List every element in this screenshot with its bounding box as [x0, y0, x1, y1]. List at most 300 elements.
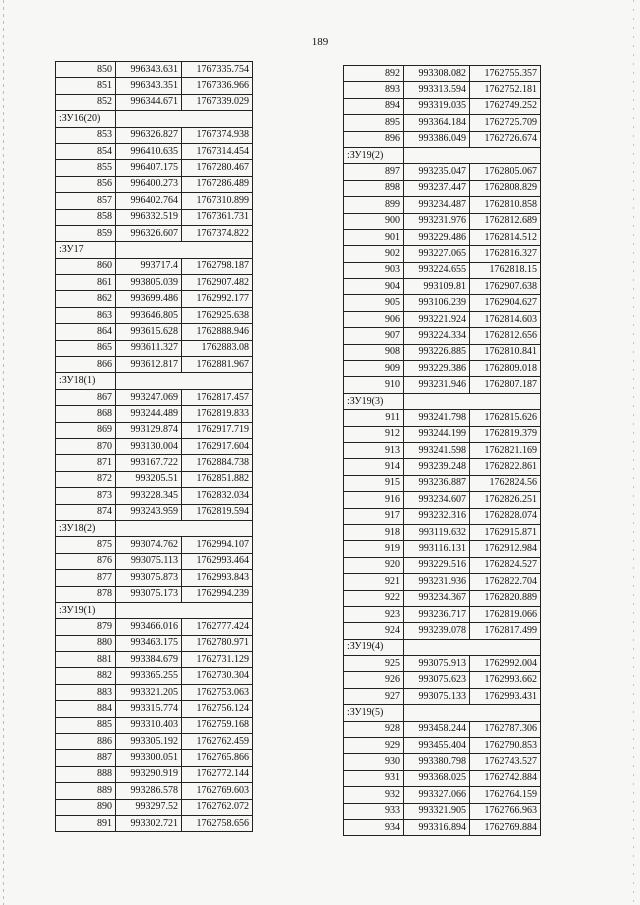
y-coordinate-cell: 1767314.454: [182, 143, 253, 159]
section-header-row: [56, 602, 253, 618]
y-coordinate-cell: 1762925.638: [182, 307, 253, 323]
section-label: :ЗУ17: [56, 242, 116, 258]
y-coordinate-cell: 1762814.512: [470, 229, 541, 245]
y-coordinate-cell: 1762915.871: [470, 524, 541, 540]
point-number-cell: 933: [344, 803, 404, 819]
point-number-cell: 860: [56, 258, 116, 274]
x-coordinate-cell: 993458.244: [404, 721, 470, 737]
y-coordinate-cell: 1762824.56: [470, 475, 541, 491]
table-row: [344, 410, 541, 426]
empty-cell: [116, 242, 253, 258]
y-coordinate-cell: 1762817.499: [470, 623, 541, 639]
section-header-row: [344, 393, 541, 409]
table-row: [344, 524, 541, 540]
y-coordinate-cell: 1762907.482: [182, 275, 253, 291]
point-number-cell: 878: [56, 586, 116, 602]
x-coordinate-cell: 993129.874: [116, 422, 182, 438]
y-coordinate-cell: 1762888.946: [182, 324, 253, 340]
point-number-cell: 923: [344, 606, 404, 622]
table-row: [56, 783, 253, 799]
point-number-cell: 927: [344, 688, 404, 704]
x-coordinate-cell: 993228.345: [116, 488, 182, 504]
y-coordinate-cell: 1762907.638: [470, 279, 541, 295]
section-header-row: [56, 242, 253, 258]
table-row: [56, 734, 253, 750]
table-row: [344, 541, 541, 557]
x-coordinate-cell: 996343.631: [116, 62, 182, 78]
y-coordinate-cell: 1762756.124: [182, 701, 253, 717]
point-number-cell: 897: [344, 164, 404, 180]
table-row: [56, 389, 253, 405]
y-coordinate-cell: 1762790.853: [470, 738, 541, 754]
table-row: [56, 209, 253, 225]
y-coordinate-cell: 1762993.464: [182, 553, 253, 569]
empty-cell: [116, 520, 253, 536]
x-coordinate-cell: 993241.598: [404, 442, 470, 458]
y-coordinate-cell: 1762726.674: [470, 131, 541, 147]
y-coordinate-cell: 1762817.457: [182, 389, 253, 405]
point-number-cell: 862: [56, 291, 116, 307]
y-coordinate-cell: 1762758.656: [182, 815, 253, 831]
point-number-cell: 884: [56, 701, 116, 717]
table-row: [56, 307, 253, 323]
point-number-cell: 859: [56, 225, 116, 241]
point-number-cell: 881: [56, 652, 116, 668]
point-number-cell: 932: [344, 787, 404, 803]
point-number-cell: 934: [344, 819, 404, 835]
section-label: :ЗУ19(1): [56, 602, 116, 618]
x-coordinate-cell: 993302.721: [116, 815, 182, 831]
point-number-cell: 891: [56, 815, 116, 831]
table-row: [56, 340, 253, 356]
table-row: [56, 684, 253, 700]
x-coordinate-cell: 993075.173: [116, 586, 182, 602]
point-number-cell: 874: [56, 504, 116, 520]
point-number-cell: 887: [56, 750, 116, 766]
y-coordinate-cell: 1762808.829: [470, 180, 541, 196]
table-row: [344, 197, 541, 213]
table-row: [56, 438, 253, 454]
point-number-cell: 857: [56, 193, 116, 209]
table-row: [56, 750, 253, 766]
table-row: [344, 131, 541, 147]
x-coordinate-cell: 993231.936: [404, 574, 470, 590]
y-coordinate-cell: 1762904.627: [470, 295, 541, 311]
point-number-cell: 930: [344, 754, 404, 770]
table-row: [344, 426, 541, 442]
point-number-cell: 899: [344, 197, 404, 213]
y-coordinate-cell: 1762749.252: [470, 98, 541, 114]
point-number-cell: 875: [56, 537, 116, 553]
point-number-cell: 861: [56, 275, 116, 291]
point-number-cell: 915: [344, 475, 404, 491]
section-label: :ЗУ19(5): [344, 705, 404, 721]
x-coordinate-cell: 993297.52: [116, 799, 182, 815]
point-number-cell: 892: [344, 66, 404, 82]
point-number-cell: 931: [344, 770, 404, 786]
point-number-cell: 900: [344, 213, 404, 229]
table-row: [344, 787, 541, 803]
y-coordinate-cell: 1767280.467: [182, 160, 253, 176]
y-coordinate-cell: 1762742.884: [470, 770, 541, 786]
y-coordinate-cell: 1762812.656: [470, 328, 541, 344]
point-number-cell: 869: [56, 422, 116, 438]
y-coordinate-cell: 1762777.424: [182, 619, 253, 635]
y-coordinate-cell: 1762731.129: [182, 652, 253, 668]
table-row: [344, 344, 541, 360]
x-coordinate-cell: 993290.919: [116, 766, 182, 782]
table-row: [56, 537, 253, 553]
point-number-cell: 902: [344, 246, 404, 262]
table-row: [56, 291, 253, 307]
section-header-row: [56, 373, 253, 389]
x-coordinate-cell: 993236.887: [404, 475, 470, 491]
y-coordinate-cell: 1762805.067: [470, 164, 541, 180]
section-header-row: [56, 520, 253, 536]
point-number-cell: 855: [56, 160, 116, 176]
y-coordinate-cell: 1762832.034: [182, 488, 253, 504]
empty-cell: [404, 393, 541, 409]
table-row: [344, 590, 541, 606]
table-row: [56, 619, 253, 635]
table-row: [56, 324, 253, 340]
x-coordinate-cell: 993167.722: [116, 455, 182, 471]
section-label: :ЗУ19(4): [344, 639, 404, 655]
point-number-cell: 898: [344, 180, 404, 196]
x-coordinate-cell: 993386.049: [404, 131, 470, 147]
empty-cell: [116, 602, 253, 618]
table-row: [56, 815, 253, 831]
y-coordinate-cell: 1767286.489: [182, 176, 253, 192]
page-number: 189: [311, 36, 329, 48]
x-coordinate-cell: 993241.798: [404, 410, 470, 426]
point-number-cell: 856: [56, 176, 116, 192]
table-row: [56, 635, 253, 651]
table-row: [56, 701, 253, 717]
point-number-cell: 929: [344, 738, 404, 754]
section-label: :ЗУ19(2): [344, 147, 404, 163]
table-row: [344, 492, 541, 508]
table-row: [56, 143, 253, 159]
x-coordinate-cell: 996344.671: [116, 94, 182, 110]
table-row: [56, 62, 253, 78]
table-row: [344, 803, 541, 819]
x-coordinate-cell: 993310.403: [116, 717, 182, 733]
y-coordinate-cell: 1762883.08: [182, 340, 253, 356]
x-coordinate-cell: 993229.516: [404, 557, 470, 573]
point-number-cell: 911: [344, 410, 404, 426]
table-row: [56, 127, 253, 143]
y-coordinate-cell: 1762762.072: [182, 799, 253, 815]
x-coordinate-cell: 993466.016: [116, 619, 182, 635]
x-coordinate-cell: 993221.924: [404, 311, 470, 327]
point-number-cell: 852: [56, 94, 116, 110]
table-row: [344, 66, 541, 82]
x-coordinate-cell: 993699.486: [116, 291, 182, 307]
scan-edge-left: [3, 0, 4, 905]
point-number-cell: 885: [56, 717, 116, 733]
table-row: [344, 328, 541, 344]
y-coordinate-cell: 1762766.963: [470, 803, 541, 819]
table-row: [344, 475, 541, 491]
table-row: [344, 574, 541, 590]
scan-edge-right: [633, 0, 634, 905]
y-coordinate-cell: 1762769.884: [470, 819, 541, 835]
y-coordinate-cell: 1762818.15: [470, 262, 541, 278]
y-coordinate-cell: 1762809.018: [470, 361, 541, 377]
x-coordinate-cell: 993237.447: [404, 180, 470, 196]
y-coordinate-cell: 1762787.306: [470, 721, 541, 737]
point-number-cell: 896: [344, 131, 404, 147]
coordinates-table-left: [55, 61, 253, 832]
y-coordinate-cell: 1767335.754: [182, 62, 253, 78]
point-number-cell: 926: [344, 672, 404, 688]
point-number-cell: 914: [344, 459, 404, 475]
point-number-cell: 905: [344, 295, 404, 311]
table-row: [56, 553, 253, 569]
point-number-cell: 889: [56, 783, 116, 799]
table-row: [344, 229, 541, 245]
point-number-cell: 904: [344, 279, 404, 295]
point-number-cell: 925: [344, 656, 404, 672]
y-coordinate-cell: 1762917.604: [182, 438, 253, 454]
point-number-cell: 886: [56, 734, 116, 750]
x-coordinate-cell: 993365.255: [116, 668, 182, 684]
y-coordinate-cell: 1762810.841: [470, 344, 541, 360]
x-coordinate-cell: 993364.184: [404, 115, 470, 131]
coordinates-table-right: [343, 65, 541, 836]
x-coordinate-cell: 993615.628: [116, 324, 182, 340]
x-coordinate-cell: 993286.578: [116, 783, 182, 799]
x-coordinate-cell: 993239.248: [404, 459, 470, 475]
x-coordinate-cell: 993300.051: [116, 750, 182, 766]
point-number-cell: 909: [344, 361, 404, 377]
point-number-cell: 850: [56, 62, 116, 78]
x-coordinate-cell: 993463.175: [116, 635, 182, 651]
table-row: [344, 754, 541, 770]
y-coordinate-cell: 1762822.861: [470, 459, 541, 475]
x-coordinate-cell: 993319.035: [404, 98, 470, 114]
point-number-cell: 858: [56, 209, 116, 225]
x-coordinate-cell: 993226.885: [404, 344, 470, 360]
table-row: [56, 193, 253, 209]
x-coordinate-cell: 993717.4: [116, 258, 182, 274]
x-coordinate-cell: 993611.327: [116, 340, 182, 356]
point-number-cell: 918: [344, 524, 404, 540]
table-row: [344, 82, 541, 98]
y-coordinate-cell: 1762725.709: [470, 115, 541, 131]
section-label: :ЗУ19(3): [344, 393, 404, 409]
point-number-cell: 895: [344, 115, 404, 131]
x-coordinate-cell: 993075.873: [116, 570, 182, 586]
point-number-cell: 872: [56, 471, 116, 487]
x-coordinate-cell: 993316.894: [404, 819, 470, 835]
point-number-cell: 919: [344, 541, 404, 557]
table-row: [344, 442, 541, 458]
table-row: [344, 688, 541, 704]
table-row: [56, 799, 253, 815]
x-coordinate-cell: 996402.764: [116, 193, 182, 209]
point-number-cell: 864: [56, 324, 116, 340]
point-number-cell: 908: [344, 344, 404, 360]
x-coordinate-cell: 993075.113: [116, 553, 182, 569]
point-number-cell: 870: [56, 438, 116, 454]
y-coordinate-cell: 1762764.159: [470, 787, 541, 803]
table-row: [56, 471, 253, 487]
y-coordinate-cell: 1762816.327: [470, 246, 541, 262]
point-number-cell: 888: [56, 766, 116, 782]
empty-cell: [404, 639, 541, 655]
point-number-cell: 922: [344, 590, 404, 606]
x-coordinate-cell: 993229.486: [404, 229, 470, 245]
table-row: [56, 766, 253, 782]
table-row: [344, 508, 541, 524]
point-number-cell: 912: [344, 426, 404, 442]
y-coordinate-cell: 1762912.984: [470, 541, 541, 557]
x-coordinate-cell: 993612.817: [116, 357, 182, 373]
table-row: [56, 258, 253, 274]
point-number-cell: 868: [56, 406, 116, 422]
y-coordinate-cell: 1762798.187: [182, 258, 253, 274]
x-coordinate-cell: 993224.334: [404, 328, 470, 344]
x-coordinate-cell: 993109.81: [404, 279, 470, 295]
point-number-cell: 851: [56, 78, 116, 94]
table-row: [344, 672, 541, 688]
y-coordinate-cell: 1762752.181: [470, 82, 541, 98]
y-coordinate-cell: 1762819.066: [470, 606, 541, 622]
x-coordinate-cell: 996410.635: [116, 143, 182, 159]
y-coordinate-cell: 1762826.251: [470, 492, 541, 508]
point-number-cell: 853: [56, 127, 116, 143]
table-row: [56, 422, 253, 438]
point-number-cell: 913: [344, 442, 404, 458]
x-coordinate-cell: 993455.404: [404, 738, 470, 754]
table-row: [56, 406, 253, 422]
table-row: [56, 160, 253, 176]
x-coordinate-cell: 993244.199: [404, 426, 470, 442]
section-label: :ЗУ18(1): [56, 373, 116, 389]
table-row: [344, 98, 541, 114]
table-row: [344, 377, 541, 393]
y-coordinate-cell: 1762824.527: [470, 557, 541, 573]
x-coordinate-cell: 996332.519: [116, 209, 182, 225]
x-coordinate-cell: 993234.607: [404, 492, 470, 508]
y-coordinate-cell: 1762994.107: [182, 537, 253, 553]
y-coordinate-cell: 1762730.304: [182, 668, 253, 684]
y-coordinate-cell: 1762810.858: [470, 197, 541, 213]
empty-cell: [404, 705, 541, 721]
table-row: [56, 94, 253, 110]
x-coordinate-cell: 996343.351: [116, 78, 182, 94]
y-coordinate-cell: 1762820.889: [470, 590, 541, 606]
y-coordinate-cell: 1762812.689: [470, 213, 541, 229]
y-coordinate-cell: 1762819.833: [182, 406, 253, 422]
table-row: [344, 819, 541, 835]
y-coordinate-cell: 1762807.187: [470, 377, 541, 393]
y-coordinate-cell: 1762821.169: [470, 442, 541, 458]
point-number-cell: 917: [344, 508, 404, 524]
point-number-cell: 863: [56, 307, 116, 323]
x-coordinate-cell: 993247.069: [116, 389, 182, 405]
x-coordinate-cell: 993243.959: [116, 504, 182, 520]
point-number-cell: 894: [344, 98, 404, 114]
y-coordinate-cell: 1767310.899: [182, 193, 253, 209]
y-coordinate-cell: 1762765.866: [182, 750, 253, 766]
point-number-cell: 883: [56, 684, 116, 700]
y-coordinate-cell: 1767339.029: [182, 94, 253, 110]
y-coordinate-cell: 1762814.603: [470, 311, 541, 327]
section-header-row: [56, 111, 253, 127]
empty-cell: [116, 111, 253, 127]
x-coordinate-cell: 993368.025: [404, 770, 470, 786]
x-coordinate-cell: 993244.489: [116, 406, 182, 422]
table-row: [56, 275, 253, 291]
y-coordinate-cell: 1762743.527: [470, 754, 541, 770]
y-coordinate-cell: 1762772.144: [182, 766, 253, 782]
table-row: [344, 623, 541, 639]
x-coordinate-cell: 993227.065: [404, 246, 470, 262]
y-coordinate-cell: 1762993.662: [470, 672, 541, 688]
empty-cell: [116, 373, 253, 389]
x-coordinate-cell: 993321.905: [404, 803, 470, 819]
x-coordinate-cell: 993234.487: [404, 197, 470, 213]
y-coordinate-cell: 1767336.966: [182, 78, 253, 94]
y-coordinate-cell: 1767361.731: [182, 209, 253, 225]
x-coordinate-cell: 993075.623: [404, 672, 470, 688]
table-row: [344, 246, 541, 262]
x-coordinate-cell: 993232.316: [404, 508, 470, 524]
x-coordinate-cell: 993116.131: [404, 541, 470, 557]
y-coordinate-cell: 1762828.074: [470, 508, 541, 524]
table-row: [56, 357, 253, 373]
x-coordinate-cell: 993234.367: [404, 590, 470, 606]
x-coordinate-cell: 993327.066: [404, 787, 470, 803]
y-coordinate-cell: 1762917.719: [182, 422, 253, 438]
x-coordinate-cell: 993075.133: [404, 688, 470, 704]
table-row: [344, 770, 541, 786]
x-coordinate-cell: 993384.679: [116, 652, 182, 668]
x-coordinate-cell: 996400.273: [116, 176, 182, 192]
table-row: [344, 180, 541, 196]
x-coordinate-cell: 993805.039: [116, 275, 182, 291]
x-coordinate-cell: 993321.205: [116, 684, 182, 700]
y-coordinate-cell: 1762993.431: [470, 688, 541, 704]
x-coordinate-cell: 996326.607: [116, 225, 182, 241]
x-coordinate-cell: 993380.798: [404, 754, 470, 770]
x-coordinate-cell: 993315.774: [116, 701, 182, 717]
table-row: [344, 557, 541, 573]
point-number-cell: 882: [56, 668, 116, 684]
x-coordinate-cell: 993205.51: [116, 471, 182, 487]
table-body-left: [56, 62, 253, 832]
table-row: [56, 225, 253, 241]
section-label: :ЗУ18(2): [56, 520, 116, 536]
point-number-cell: 867: [56, 389, 116, 405]
x-coordinate-cell: 993119.632: [404, 524, 470, 540]
point-number-cell: 879: [56, 619, 116, 635]
x-coordinate-cell: 993224.655: [404, 262, 470, 278]
y-coordinate-cell: 1762769.603: [182, 783, 253, 799]
table-row: [56, 78, 253, 94]
x-coordinate-cell: 993308.082: [404, 66, 470, 82]
point-number-cell: 901: [344, 229, 404, 245]
table-row: [344, 606, 541, 622]
table-row: [344, 213, 541, 229]
table-row: [344, 262, 541, 278]
x-coordinate-cell: 993231.946: [404, 377, 470, 393]
table-row: [344, 295, 541, 311]
section-header-row: [344, 705, 541, 721]
